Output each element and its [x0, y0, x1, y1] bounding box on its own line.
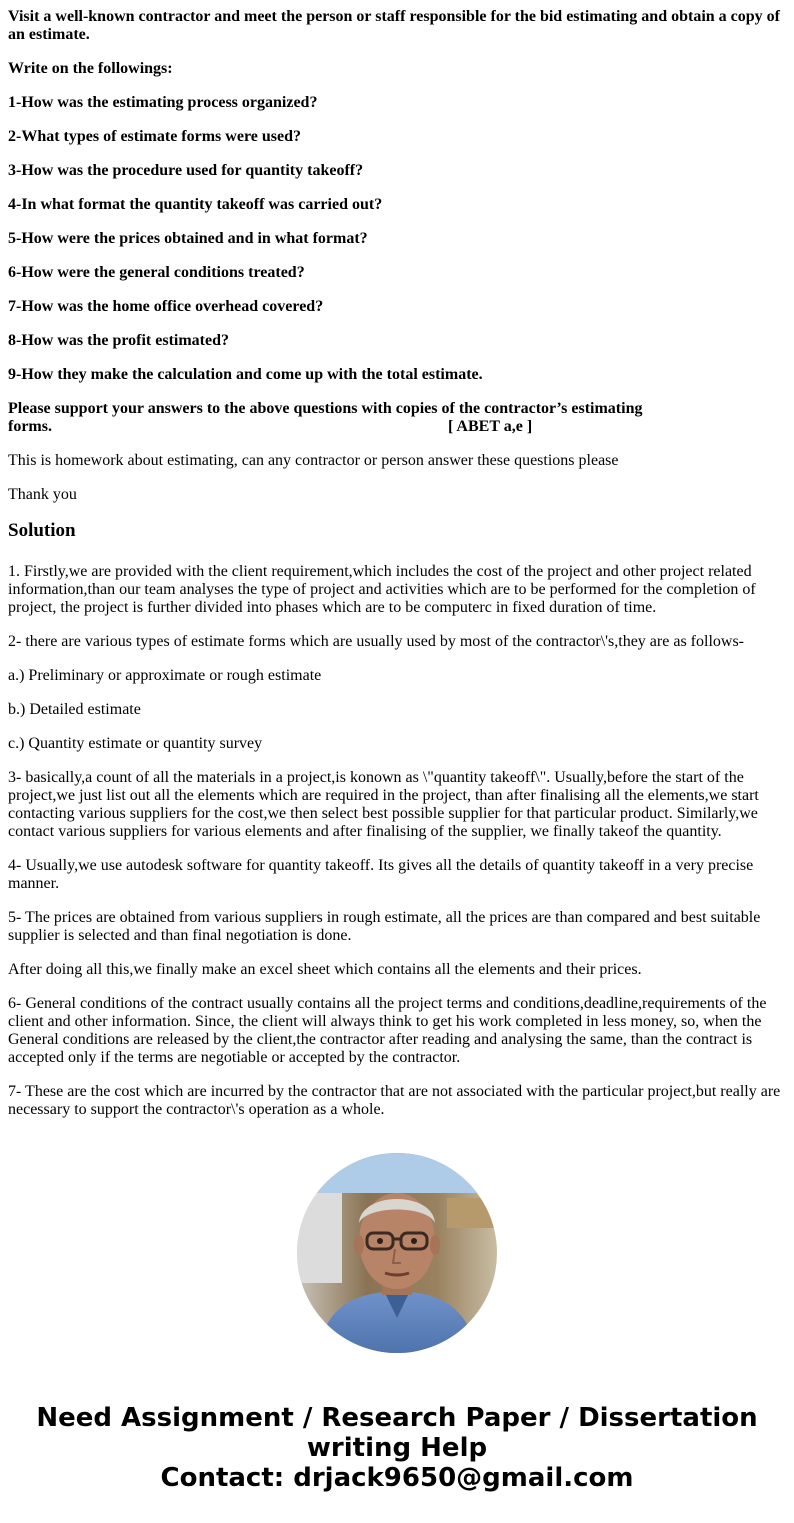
- assignment-intro: Visit a well-known contractor and meet the person or staff responsible for the bid estimating and obtain a copy of an estimate.: [8, 8, 780, 43]
- question-item: 5-How were the prices obtained and in what format?: [8, 230, 368, 247]
- abet-tag: [ ABET a,e ]: [447, 418, 533, 435]
- question-item: 4-In what format the quantity takeoff was carried out?: [8, 196, 383, 213]
- answer-paragraph: 1. Firstly,we are provided with the client requirement,which includes the cost of the project and other project related information,than our team analyses the type of project and activities which are to be performed for the completion of project, the project is further divided into phases which are to be computerc in fixed duration of time.: [8, 563, 756, 616]
- contact-banner: [0, 1403, 794, 1493]
- portrait-image: [297, 1153, 497, 1353]
- answer-paragraph: 4- Usually,we use autodesk software for quantity takeoff. Its gives all the details of quantity takeoff in a very precise manner.: [8, 857, 754, 892]
- question-item: 7-How was the home office overhead covered?: [8, 298, 324, 315]
- answer-paragraph: b.) Detailed estimate: [8, 701, 141, 718]
- question-item: 6-How were the general conditions treated?: [8, 264, 305, 281]
- question-item: 9-How they make the calculation and come up with the total estimate.: [8, 366, 483, 383]
- cta-line: writing Help: [306, 1433, 488, 1463]
- homework-note: This is homework about estimating, can any contractor or person answer these questions please: [8, 452, 619, 469]
- thanks-text: Thank you: [8, 486, 77, 503]
- answer-paragraph: After doing all this,we finally make an excel sheet which contains all the elements and their prices.: [8, 961, 642, 978]
- support-forms-line: [8, 418, 786, 436]
- answer-paragraph: c.) Quantity estimate or quantity survey: [8, 735, 263, 752]
- solution-section: [8, 563, 786, 1135]
- answer-paragraph: a.) Preliminary or approximate or rough estimate: [8, 667, 322, 684]
- answer-paragraph: 2- there are various types of estimate forms which are usually used by most of the contractor\'s,they are as follows-: [8, 633, 744, 650]
- support-forms: forms.: [8, 418, 52, 435]
- cta-line: Need Assignment / Research Paper / Dissertation: [36, 1403, 758, 1433]
- spacer: [52, 418, 448, 436]
- answer-paragraph: 5- The prices are obtained from various suppliers in rough estimate, all the prices are than compared and best suitable supplier is selected and than final negotiation is done.: [8, 909, 761, 944]
- question-section: [8, 8, 786, 558]
- question-item: 3-How was the procedure used for quantity takeoff?: [8, 162, 364, 179]
- author-portrait: [297, 1153, 497, 1353]
- answer-paragraph: 6- General conditions of the contract usually contains all the project terms and conditions,deadline,requirements of the client and other information. Since, the client will always think to get his work completed in less money, so, when the General conditions are released by the client,the contractor after reading and analysing the same, than the contract is accepted only if the terms are negotiable or accepted by the contractor.: [8, 995, 767, 1066]
- question-item: 2-What types of estimate forms were used?: [8, 128, 301, 145]
- solution-heading: Solution: [8, 520, 76, 541]
- answer-paragraph: 3- basically,a count of all the materials in a project,is konown as \"quantity takeoff\". Usually,before the start of the project,we just list out all the elements which are required in the project, than after finalising all the elements,we start contacting various suppliers for the cost,we then select best possible supplier for that particular product. Similarly,we contact various suppliers for various elements and after finalising of the supplier, we finally takeof the quantity.: [8, 769, 759, 840]
- cta-contact: Contact: drjack9650@gmail.com: [160, 1463, 634, 1493]
- question-item: 8-How was the profit estimated?: [8, 332, 230, 349]
- question-item: 1-How was the estimating process organized?: [8, 94, 318, 111]
- support-line: Please support your answers to the above questions with copies of the contractor’s estimating: [8, 400, 643, 417]
- support-note: [8, 400, 786, 436]
- write-on-label: Write on the followings:: [8, 60, 173, 77]
- answer-paragraph: 7- These are the cost which are incurred by the contractor that are not associated with the particular project,but really are necessary to support the contractor\'s operation as a whole.: [8, 1083, 781, 1118]
